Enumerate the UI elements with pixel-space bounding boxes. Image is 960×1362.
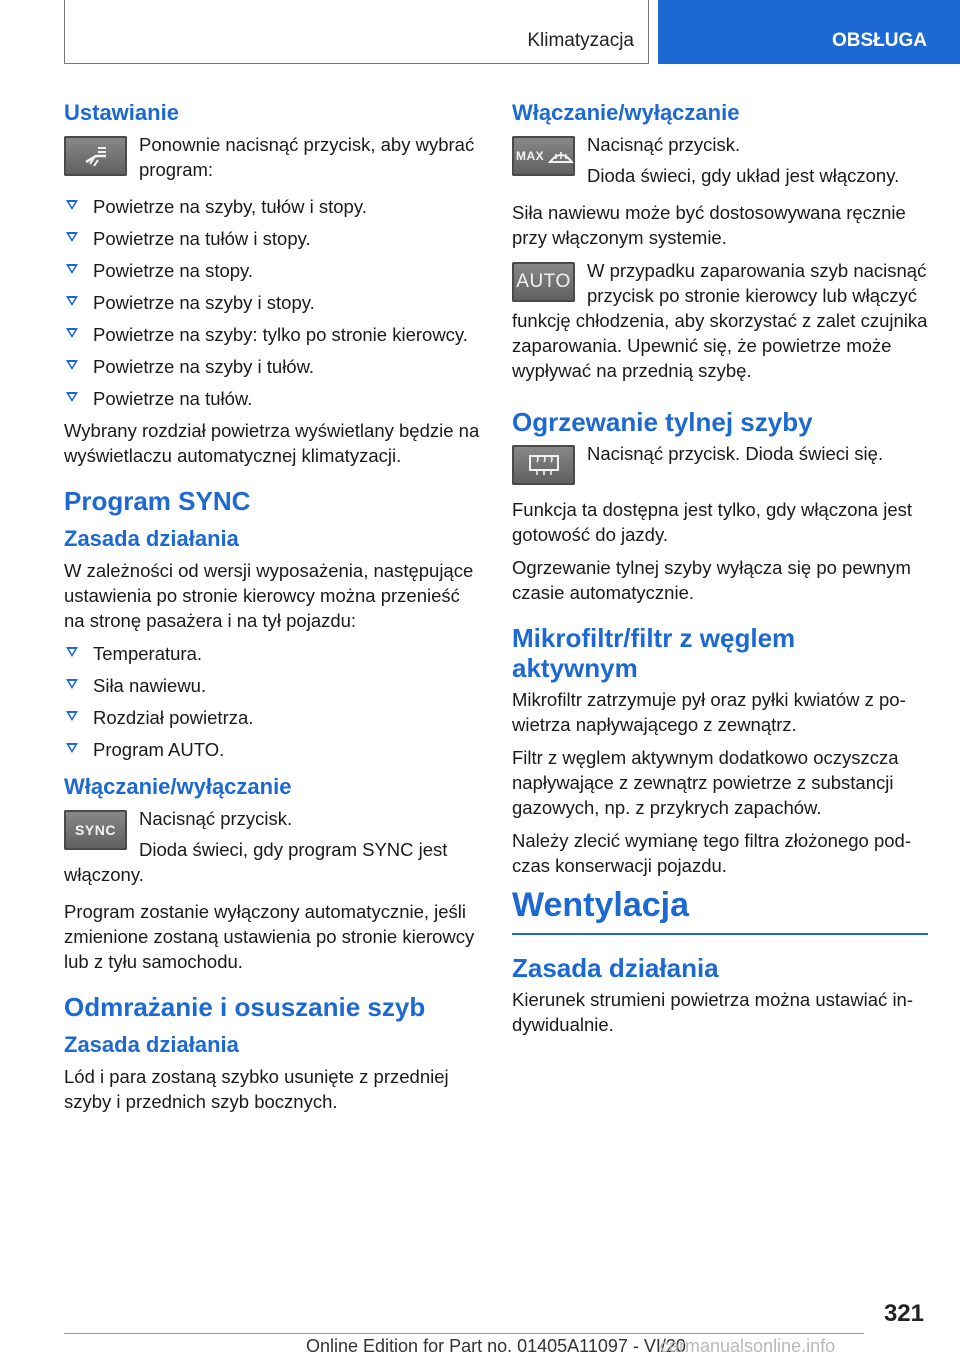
page-number: 321 xyxy=(883,1300,924,1327)
filter-text-3: Należy zlecić wymianę tego filtra złożonego podczas konserwacji pojazdu. xyxy=(512,830,911,876)
sync-principle-text: W zależności od wersji wyposażenia, następujące ustawienia po stronie kierowcy można przenieść na stronę pasażera i na tył pojazdu: xyxy=(64,560,474,631)
rear-avail-text: Funkcja ta dostępna jest tylko, gdy włączona jest gotowość do jazdy. xyxy=(512,499,913,545)
rear-window-heating-icon xyxy=(512,445,575,485)
vent-principle-text: Kierunek strumieni powietrza można ustawiać indywidualnie. xyxy=(512,989,914,1035)
sync-list xyxy=(64,641,482,762)
header-section-box xyxy=(64,0,649,64)
max-press-text: Nacisnąć przycisk. xyxy=(587,134,741,155)
header-tab-label: OBSŁUGA xyxy=(832,30,927,51)
list-item: Siła nawiewu. xyxy=(64,673,482,698)
air-distribution-icon xyxy=(64,136,127,176)
list-item: Powietrze na stopy. xyxy=(64,258,482,283)
vent-principle-heading: Zasada działania xyxy=(512,953,719,983)
sync-principle-heading: Zasada działania xyxy=(64,526,239,551)
sync-onoff-heading: Włączanie/wyłączanie xyxy=(64,774,292,799)
air-note: Wybrany rozdział powietrza wyświetlany będzie na wyświetlaczu automatycznej klimatyzacji. xyxy=(64,420,480,466)
defrost-heading: Odmrażanie i osuszanie szyb xyxy=(64,992,426,1022)
ustawianie-block xyxy=(64,132,482,188)
watermark-text: carmanualsonline.info xyxy=(660,1336,836,1356)
auto-button-icon: AUTO xyxy=(512,262,575,302)
max-led-text: Dioda świeci, gdy układ jest włączony. xyxy=(587,165,900,186)
filter-text-2: Filtr z węglem aktywnym dodatkowo oczyszcza napływające z zewnątrz powietrze z substancji gazowych, np. z przykrych zapachów. xyxy=(512,747,899,818)
sync-press-text: Nacisnąć przycisk. xyxy=(139,808,293,829)
filter-text-1: Mikrofiltr zatrzymuje pył oraz pyłki kwiatów z powietrza napływającego z zewnątrz. xyxy=(512,689,906,735)
auto-block xyxy=(512,258,928,389)
list-item: Powietrze na tułów. xyxy=(64,386,482,411)
header-section-title: Klimatyzacja xyxy=(527,30,634,51)
list-item: Program AUTO. xyxy=(64,737,482,762)
onoff-heading: Włączanie/wyłączanie xyxy=(512,100,740,125)
defrost-principle-text: Lód i para zostaną szybko usunięte z przedniej szyby i przednich szyb bocznych. xyxy=(64,1066,449,1112)
air-distribution-list xyxy=(64,194,482,411)
max-icon-label: MAX xyxy=(516,149,545,163)
max-block xyxy=(512,132,928,194)
sync-onoff-block xyxy=(64,806,482,893)
list-item: Powietrze na szyby i tułów. xyxy=(64,354,482,379)
auto-text: W przypadku zaparowania szyb nacisnąć przycisk po stronie kierowcy lub włączyć funkcję chłodzenia, aby skorzystać z zalet czujnika zaparowania. Upewnić się, że powietrze może wypływać na przednią szybę. xyxy=(512,260,928,381)
rear-heating-heading: Ogrzewanie tylnej szyby xyxy=(512,407,813,437)
defrost-principle-heading: Zasada działania xyxy=(64,1032,239,1057)
max-defrost-icon xyxy=(512,136,575,176)
sync-heading: Program SYNC xyxy=(64,486,251,516)
sync-button-icon: SYNC xyxy=(64,810,127,850)
manual-fan-text: Siła nawiewu może być dostosowywana ręcznie przy włączonym systemie. xyxy=(512,202,906,248)
sync-auto-off-text: Program zostanie wyłączony automatycznie, jeśli zmienione zostaną ustawienia po stronie kierowcy lub z tyłu samochodu. xyxy=(64,901,475,972)
header-tab xyxy=(658,0,960,64)
right-column xyxy=(512,100,928,1045)
filter-heading: Mikrofiltr/filtr z węglem aktywnym xyxy=(512,623,796,683)
ustawianie-heading: Ustawianie xyxy=(64,100,179,125)
sync-led-text: Dioda świeci, gdy program SYNC jest włączony. xyxy=(64,839,448,885)
ustawianie-text: Ponownie nacisnąć przycisk, aby wybrać program: xyxy=(139,134,475,180)
footer-divider xyxy=(64,1333,864,1334)
rear-press-text: Nacisnąć przycisk. Dioda świeci się. xyxy=(587,443,884,464)
ventilation-chapter-heading: Wentylacja xyxy=(512,886,928,935)
edition-text: Online Edition for Part no. 01405A11097 - VI/20 xyxy=(306,1336,686,1356)
left-column xyxy=(64,100,482,1122)
rear-auto-off-text: Ogrzewanie tylnej szyby wyłącza się po pewnym czasie automatycznie. xyxy=(512,557,911,603)
list-item: Temperatura. xyxy=(64,641,482,666)
list-item: Powietrze na szyby, tułów i stopy. xyxy=(64,194,482,219)
list-item: Powietrze na szyby: tylko po stronie kierowcy. xyxy=(64,322,482,347)
list-item: Powietrze na tułów i stopy. xyxy=(64,226,482,251)
list-item: Rozdział powietrza. xyxy=(64,705,482,730)
rear-heating-block xyxy=(512,441,928,491)
list-item: Powietrze na szyby i stopy. xyxy=(64,290,482,315)
